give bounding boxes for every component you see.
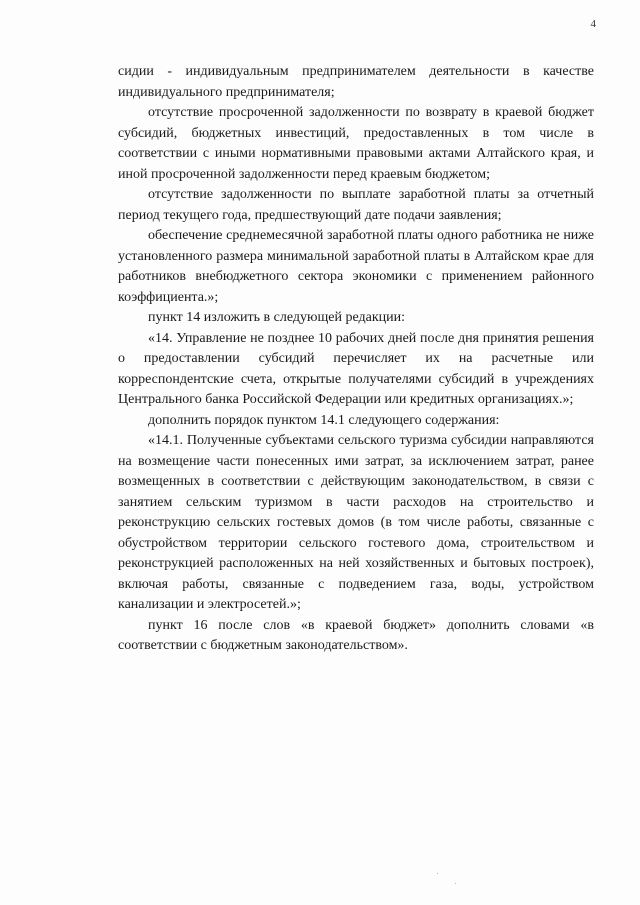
paragraph-subsidy-continuation: сидии - индивидуальным предпринимателем деятельности в качестве индивидуального предпринимателя; bbox=[118, 64, 594, 100]
paragraph-clause-14-1-intro: дополнить порядок пунктом 14.1 следующего содержания: bbox=[148, 412, 500, 428]
scan-speck bbox=[437, 873, 438, 874]
paragraph-minimum-wage: обеспечение среднемесячной заработной платы одного работника не ниже установленного размера минимальной заработной платы в Алтайском крае для работников внебюджетного сектора экономики с применением районного коэффициента.»; bbox=[118, 228, 594, 305]
scan-speck bbox=[455, 883, 456, 884]
paragraph-clause-14: «14. Управление не позднее 10 рабочих дней после дня принятия решения о предоставлении субсидий перечисляет их на расчетные или корреспондентские счета, открытые получателями субсидий в учреждениях Центрального банка Российской Федерации или кредитных организациях.»; bbox=[118, 330, 594, 407]
paragraph-no-wage-debt: отсутствие задолженности по выплате заработной платы за отчетный период текущего года, предшествующий дате подачи заявления; bbox=[118, 187, 594, 223]
document-body bbox=[118, 62, 594, 657]
paragraph-clause-14-intro: пункт 14 изложить в следующей редакции: bbox=[148, 310, 405, 325]
paragraph-clause-14-1: «14.1. Полученные субъектами сельского туризма субсидии направляются на возмещение части понесенных ими затрат, за исключением затрат, ранее возмещенных в соответствии с действующим законодательством, в связи с занятием сельским туризмом в части расходов на строительство и реконструкцию сельских гостевых домов (в том числе работы, связанные с обустройством территории сельского гостевого дома, строительством и реконструкцией расположенных на ней хозяйственных и бытовых построек), включая работы, связанные с подведением газа, воды, устройством канализации и электросетей.»; bbox=[118, 433, 594, 612]
paragraph-no-overdue-debt: отсутствие просроченной задолженности по возврату в краевой бюджет субсидий, бюджетных инвестиций, предоставленных в том числе в соответствии с иными нормативными правовыми актами Алтайского края, и иной просроченной задолженности перед краевым бюджетом; bbox=[118, 105, 594, 182]
paragraph-clause-16: пункт 16 после слов «в краевой бюджет» дополнить словами «в соответствии с бюджетным законодательством». bbox=[118, 617, 594, 653]
page-number: 4 bbox=[590, 18, 596, 30]
